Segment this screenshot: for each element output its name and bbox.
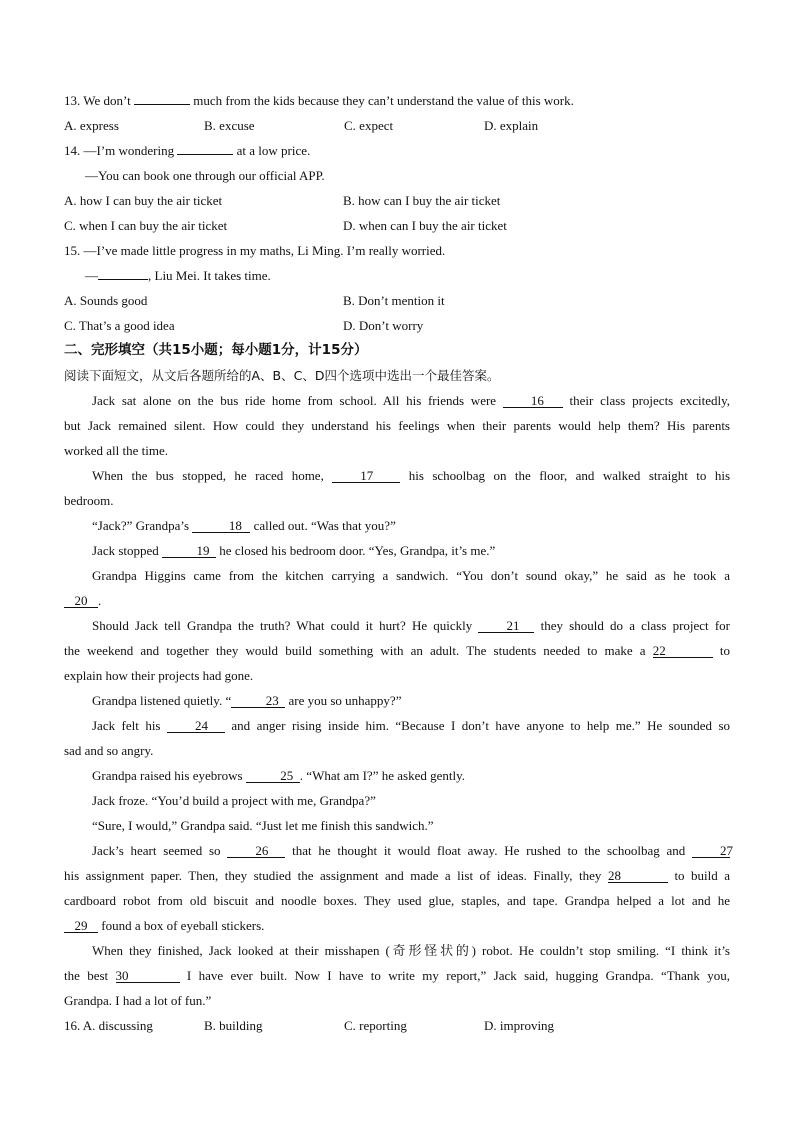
- q15-reply-end: , Liu Mei. It takes time.: [148, 268, 271, 283]
- question-14-options-cd: [64, 213, 730, 238]
- q14-option-d[interactable]: D. when can I buy the air ticket: [343, 218, 507, 233]
- q16-option-b[interactable]: B. building: [204, 1018, 263, 1033]
- q13-stem-end: much from the kids because they can’t understand the value of this work.: [193, 93, 574, 108]
- passage-paragraph-9: Grandpa raised his eyebrows 25 . “What am I?” he asked gently.: [92, 768, 465, 783]
- passage-paragraph-13: [64, 938, 730, 1013]
- passage-paragraph-10: Jack froze. “You’d build a project with me, Grandpa?”: [92, 793, 376, 808]
- q15-option-b[interactable]: B. Don’t mention it: [343, 293, 445, 308]
- question-15-options-cd: [64, 313, 730, 338]
- question-13-options: [64, 113, 730, 138]
- passage-line: When the bus stopped, he raced home, 17 his schoolbag on the floor, and walked straight to his: [92, 468, 730, 483]
- q13-option-b[interactable]: B. excuse: [204, 118, 255, 133]
- passage-paragraph-4: Jack stopped 19 he closed his bedroom door. “Yes, Grandpa, it’s me.”: [92, 543, 496, 558]
- blank-29[interactable]: 29: [64, 917, 98, 933]
- passage-line: cardboard robot from old biscuit and noodle boxes. They used glue, staples, and tape. Grandpa helped a lot and he: [64, 893, 730, 908]
- passage-line: the best 30 I have ever built. Now I have to write my report,” Jack said, hugging Grandpa. “Thank you,: [64, 968, 731, 983]
- blank-23[interactable]: 23: [231, 692, 285, 708]
- question-14-options-ab: [64, 188, 730, 213]
- blank-20[interactable]: 20: [64, 592, 98, 608]
- question-14-reply: —You can book one through our official APP.: [85, 168, 325, 183]
- passage-line: bedroom.: [64, 493, 114, 508]
- blank-28[interactable]: 28: [608, 867, 668, 883]
- passage-paragraph-6: [64, 613, 730, 688]
- q14-blank[interactable]: [177, 139, 233, 155]
- question-15-options-ab: [64, 288, 730, 313]
- q15-option-d[interactable]: D. Don’t worry: [343, 318, 424, 333]
- q13-option-c[interactable]: C. expect: [344, 118, 394, 133]
- q13-blank[interactable]: [134, 89, 190, 105]
- passage-paragraph-7: Grandpa listened quietly. “ 23 are you so unhappy?”: [92, 693, 402, 708]
- passage-paragraph-1: [64, 388, 730, 463]
- passage-line: explain how their projects had gone.: [64, 668, 254, 683]
- passage-line: but Jack remained silent. How could they understand his feelings when their parents would help them? His parents: [64, 418, 730, 433]
- passage-line: 20 .: [64, 588, 730, 613]
- blank-18[interactable]: 18: [192, 517, 250, 533]
- passage-line: Jack’s heart seemed so 26 that he thought it would float away. He rushed to the schoolbag and 27: [92, 843, 734, 858]
- passage-paragraph-3: “Jack?” Grandpa’s 18 called out. “Was that you?”: [92, 518, 396, 533]
- section-2-instruction: 阅读下面短文，从文后各题所给的A、B、C、D四个选项中选出一个最佳答案。: [64, 368, 500, 383]
- passage-line: sad and so angry.: [64, 743, 154, 758]
- blank-16[interactable]: 16: [503, 392, 563, 408]
- question-13-stem: [64, 88, 730, 113]
- passage-line: the weekend and together they would build something with an adult. The students needed to make a 22 to: [64, 643, 731, 658]
- passage-line: Jack felt his 24 and anger rising inside him. “Because I don’t have anyone to help me.” He sounded so: [92, 718, 731, 733]
- blank-17[interactable]: 17: [332, 467, 400, 483]
- section-2-heading: 二、完形填空（共15小题；每小题1分，计15分）: [64, 342, 368, 358]
- passage-line: worked all the time.: [64, 443, 168, 458]
- q16-option-d[interactable]: D. improving: [484, 1018, 555, 1033]
- q14-stem-end: at a low price.: [236, 143, 311, 158]
- blank-27[interactable]: 27: [692, 842, 730, 858]
- exam-page: [64, 88, 734, 1038]
- passage-line: Grandpa Higgins came from the kitchen carrying a sandwich. “You don’t sound okay,” he said as he took a: [92, 568, 730, 583]
- q15-option-c[interactable]: C. That’s a good idea: [64, 318, 175, 333]
- blank-22[interactable]: 22: [653, 642, 713, 658]
- blank-19[interactable]: 19: [162, 542, 216, 558]
- passage-line: When they finished, Jack looked at their misshapen (奇形怪状的) robot. He couldn’t stop smiling. “I think it’s: [92, 943, 730, 958]
- q15-reply-dash: —: [85, 268, 98, 283]
- passage-paragraph-2: [64, 463, 730, 513]
- q16-option-c[interactable]: C. reporting: [344, 1018, 407, 1033]
- q14-option-c[interactable]: C. when I can buy the air ticket: [64, 218, 228, 233]
- passage-paragraph-11: “Sure, I would,” Grandpa said. “Just let me finish this sandwich.”: [92, 818, 434, 833]
- blank-30[interactable]: 30: [116, 967, 180, 983]
- q13-stem-start: 13. We don’t: [64, 93, 131, 108]
- q14-option-a[interactable]: A. how I can buy the air ticket: [64, 193, 223, 208]
- passage-paragraph-8: [64, 713, 730, 763]
- q16-option-a[interactable]: 16. A. discussing: [64, 1018, 153, 1033]
- question-16-options: [64, 1013, 730, 1038]
- question-15-reply: [64, 263, 730, 288]
- q15-option-a[interactable]: A. Sounds good: [64, 293, 148, 308]
- blank-26[interactable]: 26: [227, 842, 285, 858]
- blank-24[interactable]: 24: [167, 717, 225, 733]
- blank-21[interactable]: 21: [478, 617, 534, 633]
- passage-line: 29 found a box of eyeball stickers.: [64, 913, 730, 938]
- blank-25[interactable]: 25: [246, 767, 300, 783]
- q14-option-b[interactable]: B. how can I buy the air ticket: [343, 193, 501, 208]
- question-14-stem: [64, 138, 730, 163]
- passage-paragraph-12: [64, 838, 734, 938]
- passage-line: Grandpa. I had a lot of fun.”: [64, 993, 212, 1008]
- passage-line: his assignment paper. Then, they studied the assignment and made a list of ideas. Finally, they 28 to build a: [64, 868, 731, 883]
- q14-stem-start: 14. —I’m wondering: [64, 143, 175, 158]
- q13-option-a[interactable]: A. express: [64, 118, 119, 133]
- passage-line: Jack sat alone on the bus ride home from school. All his friends were 16 their class projects excitedly,: [92, 393, 731, 408]
- q13-option-d[interactable]: D. explain: [484, 118, 539, 133]
- q15-blank[interactable]: [98, 264, 148, 280]
- question-15-stem: 15. —I’ve made little progress in my maths, Li Ming. I’m really worried.: [64, 243, 446, 258]
- passage-paragraph-5: [64, 563, 730, 613]
- passage-line: Should Jack tell Grandpa the truth? What could it hurt? He quickly 21 they should do a class project for: [92, 618, 730, 633]
